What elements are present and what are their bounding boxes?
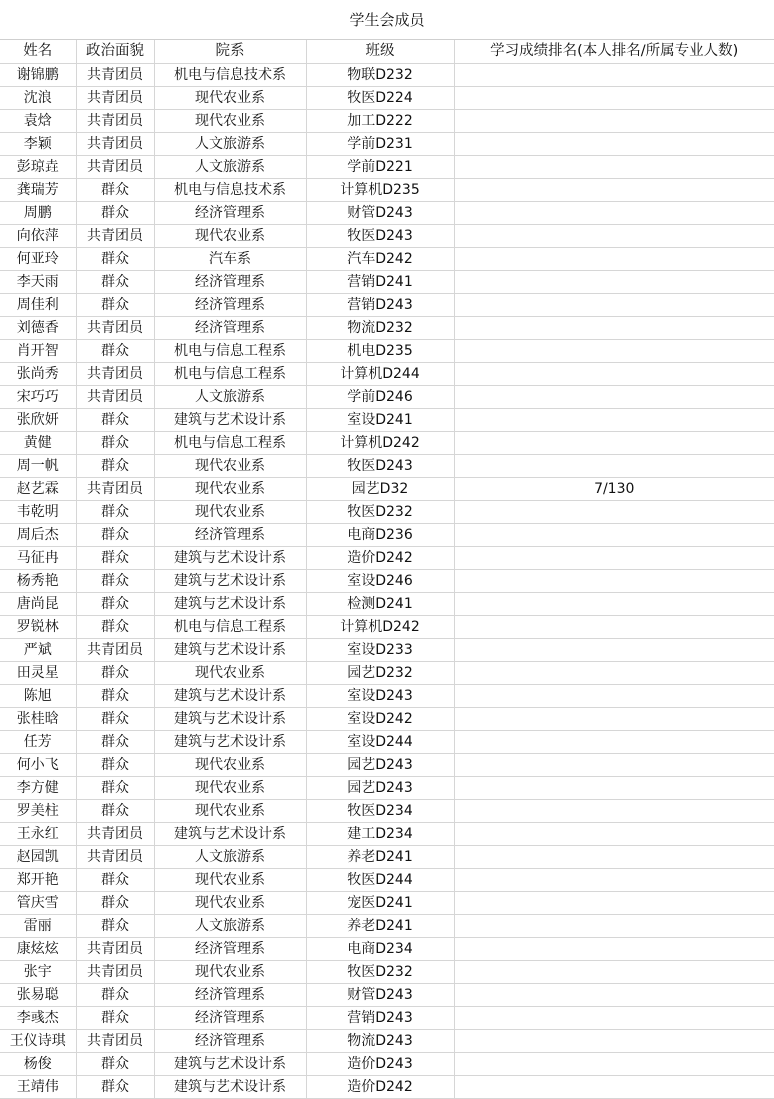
cell-ranking[interactable] [454, 915, 774, 938]
cell-ranking[interactable] [454, 524, 774, 547]
cell-political-status[interactable]: 共青团员 [76, 938, 154, 961]
cell-name[interactable]: 袁焓 [0, 110, 76, 133]
cell-class[interactable]: 造价D242 [306, 1076, 454, 1099]
cell-name[interactable]: 雷丽 [0, 915, 76, 938]
cell-name[interactable]: 张欣妍 [0, 409, 76, 432]
cell-name[interactable]: 康炫炫 [0, 938, 76, 961]
table-row [0, 386, 774, 409]
cell-class[interactable]: 造价D243 [306, 1053, 454, 1076]
cell-political-status[interactable]: 群众 [76, 294, 154, 317]
cell-political-status[interactable]: 群众 [76, 754, 154, 777]
table-row [0, 754, 774, 777]
cell-ranking[interactable] [454, 754, 774, 777]
cell-political-status[interactable]: 共青团员 [76, 846, 154, 869]
cell-ranking[interactable] [454, 409, 774, 432]
cell-political-status[interactable]: 群众 [76, 984, 154, 1007]
table-row [0, 915, 774, 938]
cell-ranking[interactable] [454, 455, 774, 478]
table-row [0, 846, 774, 869]
cell-political-status[interactable]: 群众 [76, 501, 154, 524]
cell-name[interactable]: 张宇 [0, 961, 76, 984]
cell-name[interactable]: 彭琼垚 [0, 156, 76, 179]
cell-name[interactable]: 周佳利 [0, 294, 76, 317]
cell-name[interactable]: 赵艺霖 [0, 478, 76, 501]
table-row [0, 524, 774, 547]
sheet-title[interactable]: 学生会成员 [0, 0, 774, 40]
cell-class[interactable]: 室设D233 [306, 639, 454, 662]
cell-department[interactable]: 经济管理系 [154, 202, 306, 225]
cell-ranking[interactable] [454, 777, 774, 800]
cell-name[interactable]: 李彧杰 [0, 1007, 76, 1030]
table-row [0, 179, 774, 202]
cell-name[interactable]: 王靖伟 [0, 1076, 76, 1099]
cell-ranking[interactable] [454, 570, 774, 593]
cell-class[interactable]: 牧医D243 [306, 225, 454, 248]
cell-political-status[interactable]: 群众 [76, 570, 154, 593]
table-row [0, 409, 774, 432]
cell-name[interactable]: 肖开智 [0, 340, 76, 363]
cell-political-status[interactable]: 共青团员 [76, 478, 154, 501]
cell-class[interactable]: 汽车D242 [306, 248, 454, 271]
cell-class[interactable]: 养老D241 [306, 846, 454, 869]
cell-name[interactable]: 张易聪 [0, 984, 76, 1007]
cell-name[interactable]: 杨俊 [0, 1053, 76, 1076]
cell-department[interactable]: 建筑与艺术设计系 [154, 547, 306, 570]
cell-name[interactable]: 李颖 [0, 133, 76, 156]
cell-political-status[interactable]: 群众 [76, 777, 154, 800]
cell-class[interactable]: 造价D242 [306, 547, 454, 570]
table-row [0, 892, 774, 915]
cell-ranking[interactable] [454, 340, 774, 363]
cell-ranking[interactable] [454, 593, 774, 616]
cell-ranking[interactable] [454, 892, 774, 915]
cell-name[interactable]: 龚瑞芳 [0, 179, 76, 202]
table-row [0, 501, 774, 524]
cell-department[interactable]: 现代农业系 [154, 892, 306, 915]
header-ranking[interactable]: 学习成绩排名(本人排名/所属专业人数) [454, 40, 774, 64]
table-row [0, 1053, 774, 1076]
cell-name[interactable]: 王永红 [0, 823, 76, 846]
table-row [0, 1076, 774, 1099]
cell-ranking[interactable] [454, 685, 774, 708]
cell-political-status[interactable]: 群众 [76, 616, 154, 639]
cell-ranking[interactable] [454, 616, 774, 639]
cell-ranking[interactable] [454, 639, 774, 662]
cell-ranking[interactable] [454, 846, 774, 869]
member-table [0, 40, 774, 1099]
table-row [0, 823, 774, 846]
table-row [0, 593, 774, 616]
cell-political-status[interactable]: 共青团员 [76, 110, 154, 133]
cell-class[interactable]: 加工D222 [306, 110, 454, 133]
cell-class[interactable]: 营销D243 [306, 1007, 454, 1030]
cell-ranking[interactable] [454, 708, 774, 731]
cell-political-status[interactable]: 群众 [76, 1076, 154, 1099]
cell-department[interactable]: 现代农业系 [154, 662, 306, 685]
cell-political-status[interactable]: 共青团员 [76, 823, 154, 846]
table-row [0, 271, 774, 294]
cell-name[interactable]: 刘德香 [0, 317, 76, 340]
cell-name[interactable]: 张桂晗 [0, 708, 76, 731]
cell-department[interactable]: 经济管理系 [154, 524, 306, 547]
cell-ranking[interactable] [454, 432, 774, 455]
cell-class[interactable]: 学前D221 [306, 156, 454, 179]
cell-ranking[interactable] [454, 547, 774, 570]
cell-department[interactable]: 机电与信息工程系 [154, 616, 306, 639]
cell-name[interactable]: 向依萍 [0, 225, 76, 248]
table-row [0, 248, 774, 271]
cell-class[interactable]: 园艺D243 [306, 777, 454, 800]
table-row [0, 87, 774, 110]
cell-class[interactable]: 室设D246 [306, 570, 454, 593]
cell-department[interactable]: 建筑与艺术设计系 [154, 1053, 306, 1076]
cell-class[interactable]: 牧医D234 [306, 800, 454, 823]
cell-name[interactable]: 何小飞 [0, 754, 76, 777]
cell-ranking[interactable] [454, 294, 774, 317]
cell-department[interactable]: 机电与信息工程系 [154, 432, 306, 455]
cell-class[interactable]: 牧医D232 [306, 501, 454, 524]
cell-ranking[interactable] [454, 64, 774, 87]
cell-department[interactable]: 建筑与艺术设计系 [154, 639, 306, 662]
cell-ranking[interactable] [454, 800, 774, 823]
cell-ranking[interactable] [454, 869, 774, 892]
cell-political-status[interactable]: 群众 [76, 685, 154, 708]
cell-department[interactable]: 建筑与艺术设计系 [154, 708, 306, 731]
cell-ranking[interactable] [454, 317, 774, 340]
table-row [0, 547, 774, 570]
cell-name[interactable]: 唐尚昆 [0, 593, 76, 616]
cell-department[interactable]: 现代农业系 [154, 754, 306, 777]
cell-political-status[interactable]: 共青团员 [76, 225, 154, 248]
table-row [0, 225, 774, 248]
cell-department[interactable]: 建筑与艺术设计系 [154, 1076, 306, 1099]
cell-class[interactable]: 牧医D224 [306, 87, 454, 110]
table-row [0, 1007, 774, 1030]
cell-ranking[interactable] [454, 87, 774, 110]
cell-department[interactable]: 人文旅游系 [154, 156, 306, 179]
cell-political-status[interactable]: 共青团员 [76, 1030, 154, 1053]
header-row [0, 40, 774, 64]
cell-political-status[interactable]: 群众 [76, 800, 154, 823]
cell-ranking[interactable] [454, 938, 774, 961]
cell-political-status[interactable]: 群众 [76, 593, 154, 616]
cell-department[interactable]: 现代农业系 [154, 961, 306, 984]
table-row [0, 777, 774, 800]
cell-department[interactable]: 经济管理系 [154, 317, 306, 340]
table-row [0, 639, 774, 662]
cell-class[interactable]: 计算机D242 [306, 432, 454, 455]
table-row [0, 317, 774, 340]
cell-name[interactable]: 宋巧巧 [0, 386, 76, 409]
cell-department[interactable]: 汽车系 [154, 248, 306, 271]
cell-department[interactable]: 建筑与艺术设计系 [154, 685, 306, 708]
cell-political-status[interactable]: 群众 [76, 731, 154, 754]
cell-political-status[interactable]: 共青团员 [76, 133, 154, 156]
cell-class[interactable]: 计算机D235 [306, 179, 454, 202]
cell-name[interactable]: 罗美柱 [0, 800, 76, 823]
cell-political-status[interactable]: 共青团员 [76, 317, 154, 340]
cell-class[interactable]: 营销D241 [306, 271, 454, 294]
cell-name[interactable]: 田灵星 [0, 662, 76, 685]
cell-political-status[interactable]: 群众 [76, 892, 154, 915]
cell-ranking[interactable] [454, 1030, 774, 1053]
cell-ranking[interactable] [454, 1007, 774, 1030]
table-row [0, 685, 774, 708]
cell-department[interactable]: 人文旅游系 [154, 386, 306, 409]
cell-name[interactable]: 马征冉 [0, 547, 76, 570]
cell-name[interactable]: 周后杰 [0, 524, 76, 547]
table-row [0, 363, 774, 386]
cell-political-status[interactable]: 群众 [76, 869, 154, 892]
cell-department[interactable]: 建筑与艺术设计系 [154, 570, 306, 593]
cell-ranking[interactable] [454, 202, 774, 225]
table-row [0, 432, 774, 455]
cell-name[interactable]: 韦乾明 [0, 501, 76, 524]
cell-department[interactable]: 人文旅游系 [154, 846, 306, 869]
table-row [0, 616, 774, 639]
cell-department[interactable]: 机电与信息工程系 [154, 363, 306, 386]
cell-department[interactable]: 建筑与艺术设计系 [154, 731, 306, 754]
cell-ranking[interactable] [454, 363, 774, 386]
cell-ranking[interactable] [454, 823, 774, 846]
cell-name[interactable]: 李天雨 [0, 271, 76, 294]
table-row [0, 984, 774, 1007]
cell-political-status[interactable]: 共青团员 [76, 87, 154, 110]
cell-department[interactable]: 机电与信息技术系 [154, 179, 306, 202]
table-row [0, 570, 774, 593]
cell-political-status[interactable]: 群众 [76, 1053, 154, 1076]
cell-political-status[interactable]: 共青团员 [76, 961, 154, 984]
cell-political-status[interactable]: 群众 [76, 179, 154, 202]
table-row [0, 1030, 774, 1053]
cell-class[interactable]: 宠医D241 [306, 892, 454, 915]
table-row [0, 938, 774, 961]
cell-department[interactable]: 人文旅游系 [154, 915, 306, 938]
cell-political-status[interactable]: 群众 [76, 409, 154, 432]
cell-department[interactable]: 经济管理系 [154, 271, 306, 294]
cell-class[interactable]: 财管D243 [306, 202, 454, 225]
cell-department[interactable]: 现代农业系 [154, 455, 306, 478]
cell-ranking[interactable] [454, 731, 774, 754]
cell-political-status[interactable]: 群众 [76, 524, 154, 547]
cell-class[interactable]: 园艺D232 [306, 662, 454, 685]
cell-ranking[interactable] [454, 248, 774, 271]
cell-class[interactable]: 室设D242 [306, 708, 454, 731]
table-row [0, 156, 774, 179]
cell-ranking[interactable] [454, 984, 774, 1007]
cell-class[interactable]: 牧医D232 [306, 961, 454, 984]
cell-political-status[interactable]: 共青团员 [76, 156, 154, 179]
cell-class[interactable]: 物流D232 [306, 317, 454, 340]
cell-name[interactable]: 郑开艳 [0, 869, 76, 892]
table-row [0, 662, 774, 685]
cell-class[interactable]: 计算机D242 [306, 616, 454, 639]
cell-department[interactable]: 现代农业系 [154, 777, 306, 800]
cell-class[interactable]: 学前D231 [306, 133, 454, 156]
cell-department[interactable]: 现代农业系 [154, 800, 306, 823]
cell-political-status[interactable]: 群众 [76, 708, 154, 731]
cell-class[interactable]: 园艺D32 [306, 478, 454, 501]
cell-name[interactable]: 周鹏 [0, 202, 76, 225]
cell-class[interactable]: 电商D234 [306, 938, 454, 961]
table-row [0, 869, 774, 892]
cell-class[interactable]: 电商D236 [306, 524, 454, 547]
cell-name[interactable]: 沈浪 [0, 87, 76, 110]
cell-department[interactable]: 现代农业系 [154, 225, 306, 248]
cell-ranking[interactable] [454, 1053, 774, 1076]
cell-political-status[interactable]: 群众 [76, 340, 154, 363]
cell-name[interactable]: 李方健 [0, 777, 76, 800]
cell-department[interactable]: 现代农业系 [154, 110, 306, 133]
cell-class[interactable]: 计算机D244 [306, 363, 454, 386]
cell-department[interactable]: 经济管理系 [154, 938, 306, 961]
cell-class[interactable]: 检测D241 [306, 593, 454, 616]
cell-department[interactable]: 建筑与艺术设计系 [154, 593, 306, 616]
cell-ranking[interactable] [454, 133, 774, 156]
table-row [0, 340, 774, 363]
cell-name[interactable]: 黄健 [0, 432, 76, 455]
cell-political-status[interactable]: 共青团员 [76, 363, 154, 386]
cell-department[interactable]: 建筑与艺术设计系 [154, 409, 306, 432]
cell-name[interactable]: 王仪诗琪 [0, 1030, 76, 1053]
cell-political-status[interactable]: 共青团员 [76, 639, 154, 662]
cell-name[interactable]: 杨秀艳 [0, 570, 76, 593]
table-row [0, 110, 774, 133]
cell-political-status[interactable]: 群众 [76, 662, 154, 685]
cell-ranking[interactable] [454, 961, 774, 984]
cell-department[interactable]: 经济管理系 [154, 984, 306, 1007]
cell-ranking[interactable] [454, 225, 774, 248]
table-row [0, 708, 774, 731]
cell-department[interactable]: 经济管理系 [154, 1007, 306, 1030]
cell-department[interactable]: 现代农业系 [154, 501, 306, 524]
cell-political-status[interactable]: 群众 [76, 455, 154, 478]
cell-political-status[interactable]: 群众 [76, 248, 154, 271]
cell-department[interactable]: 现代农业系 [154, 87, 306, 110]
table-row [0, 961, 774, 984]
cell-class[interactable]: 牧医D243 [306, 455, 454, 478]
cell-department[interactable]: 建筑与艺术设计系 [154, 823, 306, 846]
cell-political-status[interactable]: 共青团员 [76, 386, 154, 409]
cell-class[interactable]: 学前D246 [306, 386, 454, 409]
cell-ranking[interactable] [454, 386, 774, 409]
cell-class[interactable]: 建工D234 [306, 823, 454, 846]
cell-class[interactable]: 机电D235 [306, 340, 454, 363]
cell-department[interactable]: 机电与信息技术系 [154, 64, 306, 87]
table-row [0, 64, 774, 87]
cell-class[interactable]: 营销D243 [306, 294, 454, 317]
cell-name[interactable]: 赵园凯 [0, 846, 76, 869]
cell-political-status[interactable]: 群众 [76, 202, 154, 225]
cell-department[interactable]: 现代农业系 [154, 869, 306, 892]
cell-ranking[interactable] [454, 662, 774, 685]
cell-political-status[interactable]: 共青团员 [76, 64, 154, 87]
table-row [0, 731, 774, 754]
cell-ranking[interactable] [454, 1076, 774, 1099]
header-department[interactable]: 院系 [154, 40, 306, 64]
table-row [0, 133, 774, 156]
cell-name[interactable]: 陈旭 [0, 685, 76, 708]
cell-name[interactable]: 何亚玲 [0, 248, 76, 271]
cell-department[interactable]: 经济管理系 [154, 1030, 306, 1053]
cell-name[interactable]: 罗锐林 [0, 616, 76, 639]
cell-department[interactable]: 现代农业系 [154, 478, 306, 501]
cell-ranking[interactable] [454, 179, 774, 202]
cell-class[interactable]: 物联D232 [306, 64, 454, 87]
table-row [0, 202, 774, 225]
cell-political-status[interactable]: 群众 [76, 547, 154, 570]
table-row [0, 294, 774, 317]
cell-department[interactable]: 机电与信息工程系 [154, 340, 306, 363]
table-row [0, 800, 774, 823]
header-political-status[interactable]: 政治面貌 [76, 40, 154, 64]
cell-name[interactable]: 任芳 [0, 731, 76, 754]
cell-political-status[interactable]: 群众 [76, 271, 154, 294]
cell-political-status[interactable]: 群众 [76, 432, 154, 455]
cell-department[interactable]: 经济管理系 [154, 294, 306, 317]
cell-class[interactable]: 室设D244 [306, 731, 454, 754]
cell-political-status[interactable]: 群众 [76, 1007, 154, 1030]
cell-name[interactable]: 张尚秀 [0, 363, 76, 386]
cell-ranking[interactable]: 7/130 [454, 478, 774, 501]
cell-department[interactable]: 人文旅游系 [154, 133, 306, 156]
cell-class[interactable]: 牧医D244 [306, 869, 454, 892]
cell-class[interactable]: 物流D243 [306, 1030, 454, 1053]
cell-ranking[interactable] [454, 271, 774, 294]
cell-name[interactable]: 管庆雪 [0, 892, 76, 915]
header-class[interactable]: 班级 [306, 40, 454, 64]
cell-class[interactable]: 室设D243 [306, 685, 454, 708]
table-body [0, 64, 774, 1099]
cell-ranking[interactable] [454, 156, 774, 179]
cell-class[interactable]: 财管D243 [306, 984, 454, 1007]
cell-class[interactable]: 养老D241 [306, 915, 454, 938]
cell-name[interactable]: 谢锦鹏 [0, 64, 76, 87]
cell-name[interactable]: 严斌 [0, 639, 76, 662]
table-row [0, 478, 774, 501]
cell-name[interactable]: 周一帆 [0, 455, 76, 478]
table-row [0, 455, 774, 478]
cell-political-status[interactable]: 群众 [76, 915, 154, 938]
cell-ranking[interactable] [454, 110, 774, 133]
cell-ranking[interactable] [454, 501, 774, 524]
cell-class[interactable]: 室设D241 [306, 409, 454, 432]
cell-class[interactable]: 园艺D243 [306, 754, 454, 777]
header-name[interactable]: 姓名 [0, 40, 76, 64]
